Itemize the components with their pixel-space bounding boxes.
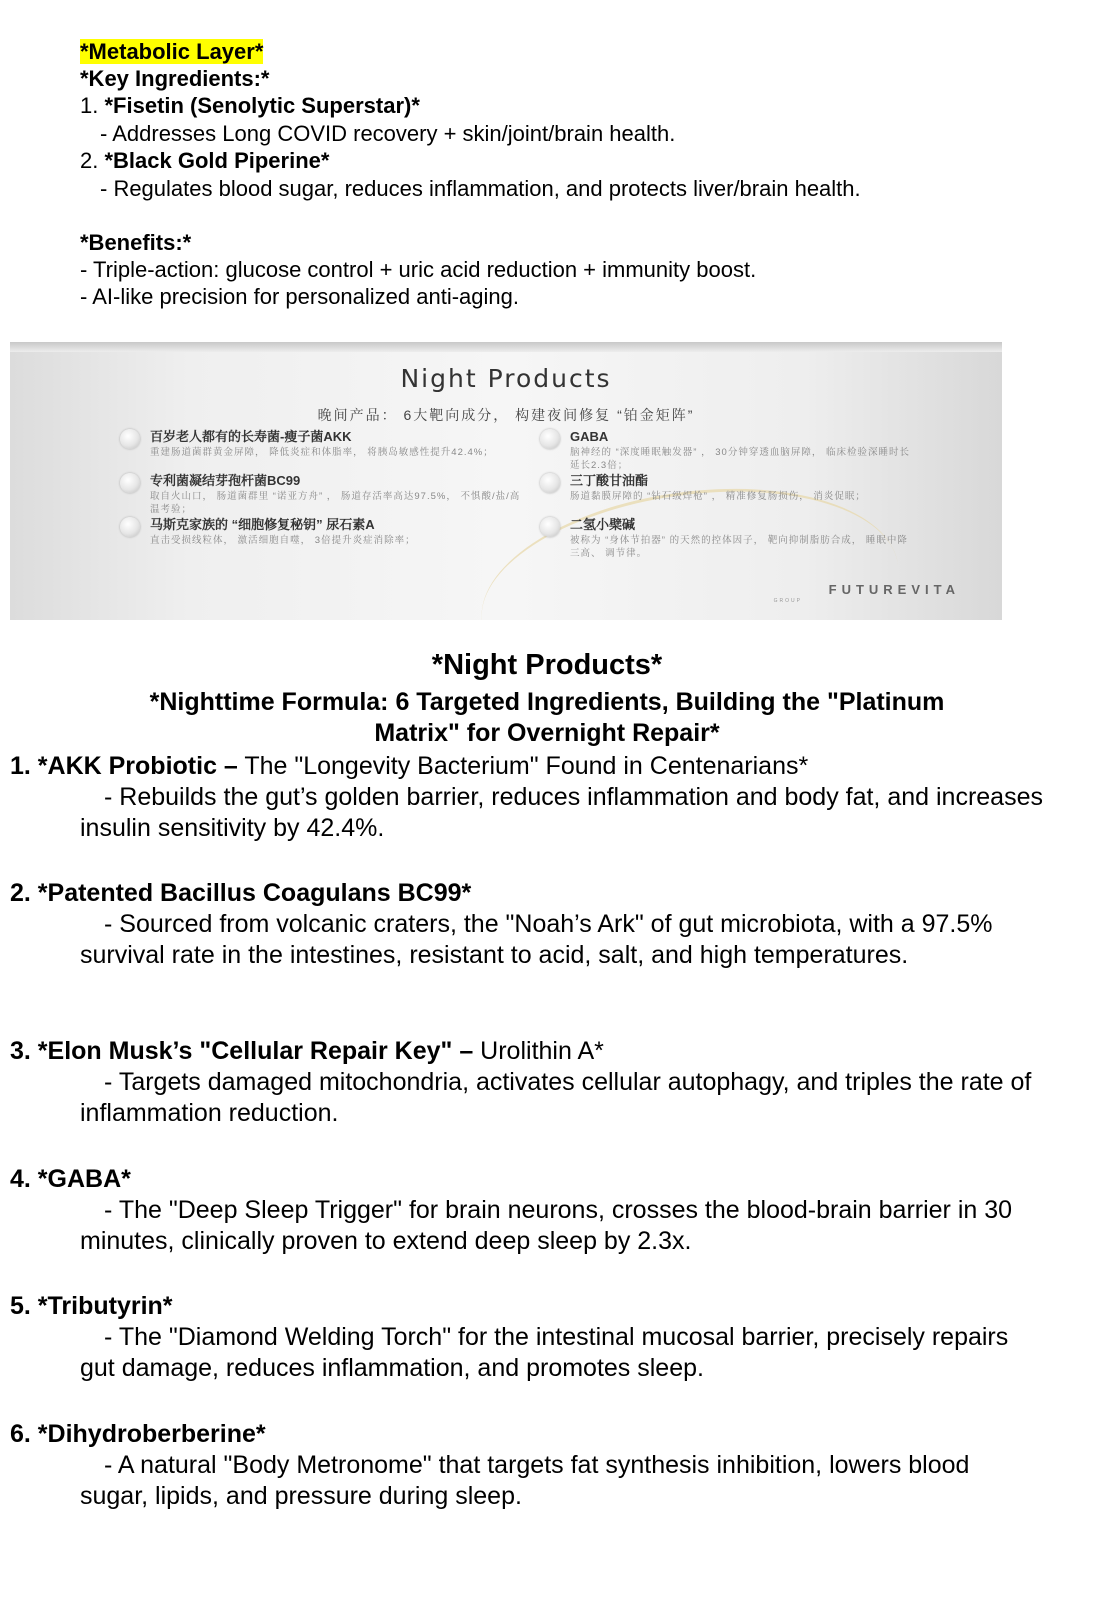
night-item-1-desc: - Rebuilds the gut’s golden barrier, reduces inflammation and body fat, and increases insulin sensitivity by 42.4%.	[80, 783, 1043, 842]
item-title-bold: 5. *Tributyrin*	[10, 1292, 173, 1320]
item-title-rest: Urolithin A*	[473, 1037, 604, 1065]
night-item-4-desc: - The "Deep Sleep Trigger" for brain neurons, crosses the blood-brain barrier in 30 minutes, clinically proven to extend deep sleep by 2.3x.	[80, 1196, 1013, 1255]
pearl-bullet-icon	[540, 429, 560, 449]
banner-item-desc: 脑神经的 “深度睡眠触发器” ， 30分钟穿透血脑屏障， 临床检验深睡时长延长2.3倍；	[570, 447, 910, 471]
banner-title: Night Products	[400, 364, 612, 393]
banner-subtitle: 晚间产品： 6大靶向成分， 构建夜间修复 “铂金矩阵”	[317, 407, 695, 423]
highlighted-heading: *Metabolic Layer*	[80, 39, 264, 64]
night-products-subtitle-line-2: Matrix" for Overnight Repair*	[374, 719, 720, 747]
banner-item-desc: 肠道黏膜屏障的 “钻石级焊枪” ， 精准修复肠损伤， 消炎促眠；	[570, 491, 866, 502]
ingredient-1-desc: - Addresses Long COVID recovery + skin/joint/brain health.	[100, 121, 676, 146]
banner-item-head: 二氢小檗碱	[570, 517, 636, 532]
night-item-5-desc: - The "Diamond Welding Torch" for the intestinal mucosal barrier, precisely repairs gut damage, reduces inflammation, and promotes sleep.	[80, 1323, 1009, 1382]
banner-item-bc99	[150, 472, 530, 516]
night-products-subtitle-line-1: *Nighttime Formula: 6 Targeted Ingredients, Building the "Platinum	[149, 688, 945, 716]
item-title-bold: 6. *Dihydroberberine*	[10, 1420, 266, 1448]
banner-item-gaba	[570, 428, 910, 472]
futurevita-logo-sub: GROUP	[773, 598, 802, 604]
banner-item-head: 三丁酸甘油酯	[570, 473, 649, 488]
item-title-bold: 3. *Elon Musk’s "Cellular Repair Key" –	[10, 1037, 474, 1065]
night-item-1-title	[10, 751, 808, 781]
pearl-bullet-icon	[540, 517, 560, 537]
banner-item-akk	[150, 428, 530, 459]
benefits-heading: *Benefits:*	[80, 230, 192, 255]
ingredient-number: 2.	[80, 148, 99, 173]
night-item-2-desc: - Sourced from volcanic craters, the "Noah’s Ark" of gut microbiota, with a 97.5% survival rate in the intestines, resistant to acid, salt, and high temperatures.	[80, 910, 993, 969]
night-products-title: *Night Products*	[431, 649, 663, 681]
benefit-1: - Triple-action: glucose control + uric acid reduction + immunity boost.	[80, 257, 757, 282]
banner-item-tributyrin	[570, 472, 910, 503]
ingredient-name: *Fisetin (Senolytic Superstar)*	[104, 93, 420, 118]
banner-item-desc: 被称为 “身体节拍器” 的天然的控体因子， 靶向抑制脂肪合成， 睡眠中降三高、 调节律。	[570, 535, 908, 559]
benefit-2: - AI-like precision for personalized anti-aging.	[80, 284, 520, 309]
key-ingredients-heading: *Key Ingredients:*	[80, 66, 270, 91]
banner-item-dihydroberberine	[570, 516, 910, 560]
banner-item-head: GABA	[570, 429, 609, 444]
pearl-bullet-icon	[120, 517, 140, 537]
item-title-bold: 1. *AKK Probiotic –	[10, 752, 238, 780]
night-item-3-title	[10, 1036, 604, 1066]
item-title-rest: The "Longevity Bacterium" Found in Centenarians*	[237, 752, 809, 780]
banner-item-desc: 重建肠道菌群黄金屏障， 降低炎症和体脂率， 将胰岛敏感性提升42.4%；	[150, 447, 494, 458]
banner-item-desc: 直击受损线粒体， 激活细胞自噬， 3倍提升炎症消除率；	[150, 535, 416, 546]
banner-item-head: 专利菌凝结芽孢杆菌BC99	[150, 473, 301, 488]
ingredient-1-name	[80, 92, 1064, 119]
night-item-4-title	[10, 1164, 131, 1194]
night-item-6-title	[10, 1419, 266, 1449]
item-title-bold: 2. *Patented Bacillus Coagulans BC99*	[10, 879, 472, 907]
night-item-5-title	[10, 1291, 173, 1321]
ingredient-2-desc: - Regulates blood sugar, reduces inflammation, and protects liver/brain health.	[100, 176, 861, 201]
night-item-6-desc: - A natural "Body Metronome" that targets fat synthesis inhibition, lowers blood sugar, lipids, and pressure during sleep.	[80, 1451, 970, 1510]
ingredient-number: 1.	[80, 93, 99, 118]
pearl-bullet-icon	[120, 429, 140, 449]
banner-item-urolithin	[150, 516, 530, 547]
item-title-bold: 4. *GABA*	[10, 1165, 131, 1193]
banner-item-desc: 取自火山口， 肠道菌群里 “诺亚方舟” ， 肠道存活率高达97.5%， 不惧酸/盐/高温考验；	[150, 491, 521, 515]
night-products-banner-image	[10, 342, 1002, 620]
banner-item-head: 百岁老人都有的长寿菌-瘦子菌AKK	[150, 429, 352, 444]
pearl-bullet-icon	[540, 473, 560, 493]
futurevita-logo: FUTUREVITA	[828, 582, 960, 597]
pearl-bullet-icon	[120, 473, 140, 493]
night-item-3-desc: - Targets damaged mitochondria, activates cellular autophagy, and triples the rate of inflammation reduction.	[80, 1068, 1032, 1127]
ingredient-2-name	[80, 147, 1064, 174]
ingredient-name: *Black Gold Piperine*	[104, 148, 330, 173]
night-item-2-title	[10, 878, 471, 908]
banner-item-head: 马斯克家族的 “细胞修复秘钥” 尿石素A	[150, 517, 375, 532]
metabolic-layer-title	[80, 38, 1064, 65]
